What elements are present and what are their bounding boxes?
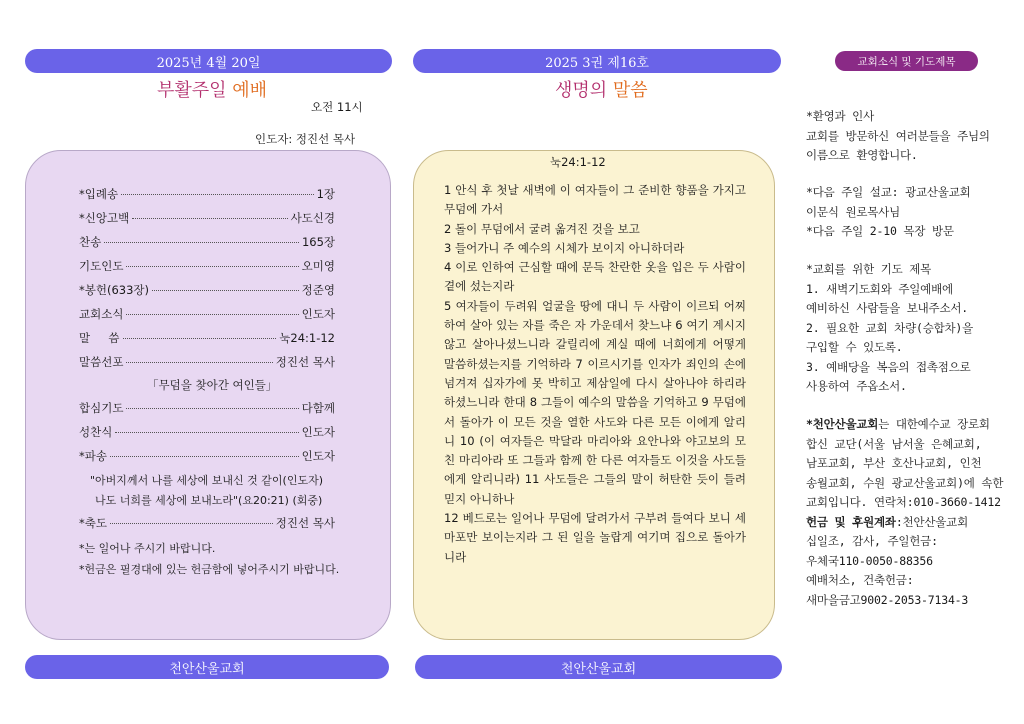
order-item-label: *신앙고백 bbox=[79, 211, 130, 225]
service-time: 오전 11시 bbox=[311, 100, 363, 114]
order-item-label: 찬송 bbox=[79, 235, 102, 249]
word-title-a: 생명의 bbox=[555, 80, 613, 101]
worship-order-row bbox=[79, 354, 335, 370]
next-visit: *다음 주일 2-10 목장 방문 bbox=[806, 224, 954, 238]
welcome-heading: *환영과 인사 bbox=[806, 109, 874, 123]
account-number: 새마을금고9002-2053-7134-3 bbox=[806, 592, 969, 607]
worship-order-row bbox=[79, 306, 335, 322]
left-footer-label: 천안산울교회 bbox=[169, 661, 245, 677]
prayer-line: 구입할 수 있도록. bbox=[806, 340, 903, 354]
service-leader: 인도자: 정진선 목사 bbox=[255, 132, 356, 146]
account-line: :천안산울교회 bbox=[895, 514, 968, 529]
church-name: *천안산울교회 bbox=[806, 417, 879, 431]
leader-dots bbox=[126, 266, 298, 267]
order-item-value: 인도자 bbox=[301, 449, 335, 463]
sending-line-2: 나도 너희를 세상에 보내노라"(요20:21) (회중) bbox=[95, 494, 323, 507]
worship-order-row bbox=[79, 330, 335, 346]
next-sermon: *다음 주일 설교: 광교산울교회 bbox=[806, 185, 971, 199]
order-item-value: 오미영 bbox=[301, 259, 335, 273]
verse-block: 2 돌이 무덤에서 굴려 옮겨진 것을 보고 bbox=[444, 221, 640, 236]
next-preacher: 이문식 원로목사님 bbox=[806, 204, 900, 219]
leader-dots bbox=[126, 408, 298, 409]
worship-order-row bbox=[79, 400, 335, 416]
left-footer-pill bbox=[25, 655, 389, 679]
order-item-label: *축도 bbox=[79, 516, 107, 530]
account-number: 우체국110-0050-88356 bbox=[806, 553, 933, 568]
sending-line-1: "아버지께서 나를 세상에 보내신 것 같이(인도자) bbox=[90, 474, 324, 487]
leader-dots bbox=[110, 523, 273, 524]
account-line: 예배처소, 건축헌금: bbox=[806, 573, 914, 587]
next-week-section bbox=[806, 183, 971, 242]
church-contact: 교회입니다. 연락처:010-3660-1412 bbox=[806, 495, 1001, 509]
scripture-reference: 눅24:1-12 bbox=[550, 155, 606, 169]
leader-dots bbox=[110, 456, 299, 457]
scripture-text bbox=[444, 181, 746, 567]
order-item-value: 정준영 bbox=[301, 283, 335, 297]
word-title bbox=[555, 76, 648, 102]
prayer-section bbox=[806, 260, 973, 397]
standing-note: *는 일어나 주시기 바랍니다. bbox=[79, 542, 216, 555]
church-line: 는 대한예수교 장로회 bbox=[878, 417, 990, 431]
welcome-line: 이름으로 환영합니다. bbox=[806, 148, 918, 162]
issue-label: 2025 3권 제16호 bbox=[545, 55, 649, 71]
order-item-label: *파송 bbox=[79, 449, 107, 463]
order-item-value: 165장 bbox=[301, 235, 335, 249]
order-item-label: 성찬식 bbox=[79, 425, 113, 439]
order-item-value: 1장 bbox=[316, 187, 335, 201]
worship-order-row bbox=[79, 448, 335, 464]
date-pill bbox=[25, 49, 392, 73]
order-item-value: 정진선 목사 bbox=[275, 355, 335, 369]
order-item-label: *봉헌(633장) bbox=[79, 283, 149, 297]
order-item-label: 교회소식 bbox=[79, 307, 124, 321]
account-line: 십일조, 감사, 주일헌금: bbox=[806, 534, 938, 548]
church-line: 송월교회, 수원 광교산울교회)에 속한 bbox=[806, 475, 1004, 490]
order-item-value: 정진선 목사 bbox=[275, 516, 335, 530]
sermon-title: 「무덤을 찾아간 여인들」 bbox=[147, 378, 278, 392]
prayer-line: 2. 필요한 교회 차량(승합차)을 bbox=[806, 320, 974, 335]
worship-order-row bbox=[79, 282, 335, 298]
leader-dots bbox=[126, 362, 272, 363]
prayer-line: 예비하신 사람들을 보내주소서. bbox=[806, 301, 968, 315]
issue-pill bbox=[413, 49, 781, 73]
order-item-label: 말 씀 bbox=[79, 331, 120, 345]
offering-note: *헌금은 필경대에 있는 헌금함에 넣어주시기 바랍니다. bbox=[79, 563, 340, 576]
leader-dots bbox=[132, 218, 287, 219]
order-item-value: 눅24:1-12 bbox=[279, 331, 335, 345]
leader-dots bbox=[126, 314, 298, 315]
middle-footer-pill bbox=[415, 655, 782, 679]
prayer-line: 사용하여 주옵소서. bbox=[806, 379, 907, 393]
prayer-line: 3. 예배당을 복음의 접촉점으로 bbox=[806, 359, 971, 374]
order-item-value: 다함께 bbox=[301, 401, 335, 415]
leader-dots bbox=[104, 242, 299, 243]
worship-order-row bbox=[79, 515, 335, 531]
date-label: 2025년 4월 20일 bbox=[156, 55, 261, 71]
welcome-section bbox=[806, 107, 990, 166]
church-info-section bbox=[806, 415, 1003, 610]
church-line: 남포교회, 부산 호산나교회, 인천 bbox=[806, 456, 982, 470]
order-item-value: 인도자 bbox=[301, 425, 335, 439]
worship-order-row bbox=[79, 186, 335, 202]
order-item-label: 합심기도 bbox=[79, 401, 124, 415]
verse-block: 3 들어가니 주 예수의 시체가 보이지 아니하더라 bbox=[444, 240, 685, 255]
word-title-b: 말씀 bbox=[612, 80, 648, 101]
order-item-label: 기도인도 bbox=[79, 259, 124, 273]
prayer-line: 1. 새벽기도회와 주일예배에 bbox=[806, 281, 953, 296]
worship-order-row bbox=[79, 234, 335, 250]
welcome-line: 교회를 방문하신 여러분들을 주님의 bbox=[806, 128, 990, 143]
worship-order-row bbox=[79, 258, 335, 274]
leader-dots bbox=[115, 432, 298, 433]
notice-label: 교회소식 및 기도제목 bbox=[857, 55, 956, 68]
worship-order-row bbox=[79, 210, 335, 226]
leader-dots bbox=[152, 290, 299, 291]
order-item-label: 말씀선포 bbox=[79, 355, 124, 369]
verse-block: 1 안식 후 첫날 새벽에 이 여자들이 그 준비한 향품을 가지고 무덤에 가서 bbox=[444, 183, 746, 217]
order-item-value: 인도자 bbox=[301, 307, 335, 321]
worship-order-row bbox=[79, 424, 335, 440]
order-item-label: *입례송 bbox=[79, 187, 119, 201]
service-title-b: 예배 bbox=[232, 80, 268, 101]
account-heading: 헌금 및 후원계좌 bbox=[806, 514, 896, 529]
service-title bbox=[157, 76, 267, 102]
service-title-a: 부활주일 bbox=[157, 80, 233, 101]
middle-footer-label: 천안산울교회 bbox=[560, 661, 637, 677]
prayer-heading: *교회를 위한 기도 제목 bbox=[806, 262, 932, 276]
verse-block: 5 여자들이 두려워 얼굴을 땅에 대니 두 사람이 이르되 어찌하여 살아 있는 자를 죽은 자 가운데서 찾느냐 6 여기 계시지 않고 살아나셨느니라 갈릴리에 계실 때에 너희에게 어떻게 말씀하셨는지를 기억하라 7 이르시기를 인자가 죄인의 손에 넘겨져 십자가에 못 박히고 제삼일에 다시 살아나야 하리라 하셨느니라 한대 8 그들이 예수의 말씀을 기억하고 9 무덤에서 돌아가 이 모든 것을 열한 사도와 다른 모든 이에게 알리니 10 (이 여자들은 막달라 마리아와 요안나와 야고보의 모친 마리아라 또 그들과 함께 한 다른 여자들도 이것을 사도들에게 알리니라) 11 사도들은 그들의 말이 허탄한 듯이 들려 믿지 아니하나 bbox=[444, 298, 746, 506]
order-item-value: 사도신경 bbox=[290, 211, 335, 225]
leader-dots bbox=[121, 194, 313, 195]
leader-dots bbox=[123, 338, 277, 339]
notice-pill bbox=[835, 51, 978, 71]
verse-block: 12 베드로는 일어나 무덤에 달려가서 구부려 들여다 보니 세마포만 보이는지라 그 된 일을 놀랍게 여기며 집으로 돌아가니라 bbox=[444, 511, 746, 564]
verse-block: 4 이로 인하여 근심할 때에 문득 찬란한 옷을 입은 두 사람이 곁에 섰는지라 bbox=[444, 260, 746, 294]
church-line: 합신 교단(서울 남서울 은혜교회, bbox=[806, 436, 982, 451]
